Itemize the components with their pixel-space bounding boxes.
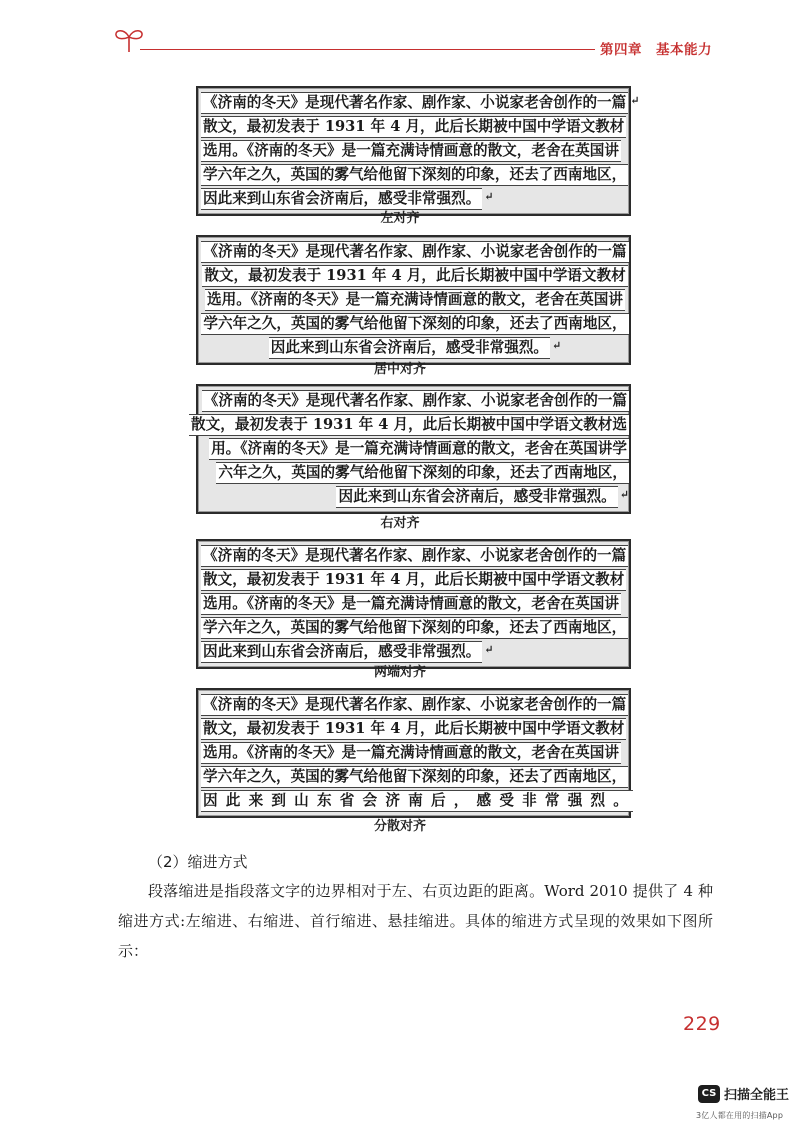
sample-line: 学六年之久，英国的雾气给他留下深刻的印象，还去了西南地区， xyxy=(201,765,629,789)
sample-line: 用。《济南的冬天》是一篇充满诗情画意的散文，老舍在英国讲学 xyxy=(201,437,629,461)
caption-distributed: 分散对齐 xyxy=(373,819,426,834)
caption-right: 右对齐 xyxy=(380,516,420,531)
sample-line: 因此来到山东省会济南后，感受非常强烈。 xyxy=(201,789,629,813)
sample-line: 《济南的冬天》是现代著名作家、剧作家、小说家老舍创作的一篇 ↵ xyxy=(201,91,629,115)
section-subheading: （2）缩进方式 xyxy=(148,853,248,871)
sample-line: 选用。《济南的冬天》是一篇充满诗情画意的散文，老舍在英国讲 xyxy=(201,592,629,616)
sample-left-aligned xyxy=(196,86,640,216)
caption-justified: 两端对齐 xyxy=(373,665,426,680)
sample-line: 六年之久，英国的雾气给他留下深刻的印象，还去了西南地区， xyxy=(201,461,629,485)
sample-line: 选用。《济南的冬天》是一篇充满诗情画意的散文，老舍在英国讲 xyxy=(201,139,629,163)
page-number: 229 xyxy=(683,1013,721,1035)
sample-line: 选用。《济南的冬天》是一篇充满诗情画意的散文，老舍在英国讲 xyxy=(201,288,629,312)
sample-center-aligned xyxy=(196,235,631,365)
sample-line: 学六年之久，英国的雾气给他留下深刻的印象，还去了西南地区， xyxy=(201,616,629,640)
sample-line: 《济南的冬天》是现代著名作家、剧作家、小说家老舍创作的一篇 xyxy=(201,693,629,717)
chapter-title: 第四章 基本能力 xyxy=(600,42,712,58)
sample-line: 散文，最初发表于 1931 年 4 月，此后长期被中国中学语文教材选 xyxy=(201,413,629,437)
watermark-slogan: 3亿人都在用的扫描App xyxy=(696,1111,784,1120)
body-paragraph: 段落缩进是指段落文字的边界相对于左、右页边距的距离。Word 2010 提供了 4 种缩进方式:左缩进、右缩进、首行缩进、悬挂缩进。具体的缩进方式呈现的效果如下图所示： xyxy=(118,882,713,960)
sample-justified xyxy=(196,539,631,669)
sample-line: 因此来到山东省会济南后，感受非常强烈。 ↵ xyxy=(201,485,629,509)
sample-right-aligned xyxy=(191,384,631,514)
caption-left: 左对齐 xyxy=(380,211,420,226)
sample-line: 因此来到山东省会济南后，感受非常强烈。 ↵ xyxy=(201,187,629,211)
sample-line: 《济南的冬天》是现代著名作家、剧作家、小说家老舍创作的一篇 xyxy=(201,240,629,264)
sample-line: 散文，最初发表于 1931 年 4 月，此后长期被中国中学语文教材 xyxy=(201,717,629,741)
header-rule xyxy=(140,49,595,50)
caption-center: 居中对齐 xyxy=(373,362,426,377)
sample-line: 学六年之久，英国的雾气给他留下深刻的印象，还去了西南地区， xyxy=(201,163,629,187)
sample-distributed xyxy=(196,688,637,818)
sample-line: 学六年之久，英国的雾气给他留下深刻的印象，还去了西南地区， xyxy=(201,312,629,336)
sample-line: 散文，最初发表于 1931 年 4 月，此后长期被中国中学语文教材 xyxy=(201,115,629,139)
sample-line: 因此来到山东省会济南后，感受非常强烈。 ↵ xyxy=(201,336,629,360)
sample-line: 《济南的冬天》是现代著名作家、剧作家、小说家老舍创作的一篇 xyxy=(201,544,629,568)
sample-line: 散文，最初发表于 1931 年 4 月，此后长期被中国中学语文教材 xyxy=(201,264,629,288)
sample-line: 选用。《济南的冬天》是一篇充满诗情画意的散文，老舍在英国讲 xyxy=(201,741,629,765)
sample-line: 散文，最初发表于 1931 年 4 月，此后长期被中国中学语文教材 xyxy=(201,568,629,592)
watermark-name: 扫描全能王 xyxy=(724,1088,790,1103)
sample-line: 因此来到山东省会济南后，感受非常强烈。 ↵ xyxy=(201,640,629,664)
sample-line: 《济南的冬天》是现代著名作家、剧作家、小说家老舍创作的一篇 xyxy=(201,389,629,413)
camscanner-logo-icon: CS xyxy=(698,1085,720,1103)
